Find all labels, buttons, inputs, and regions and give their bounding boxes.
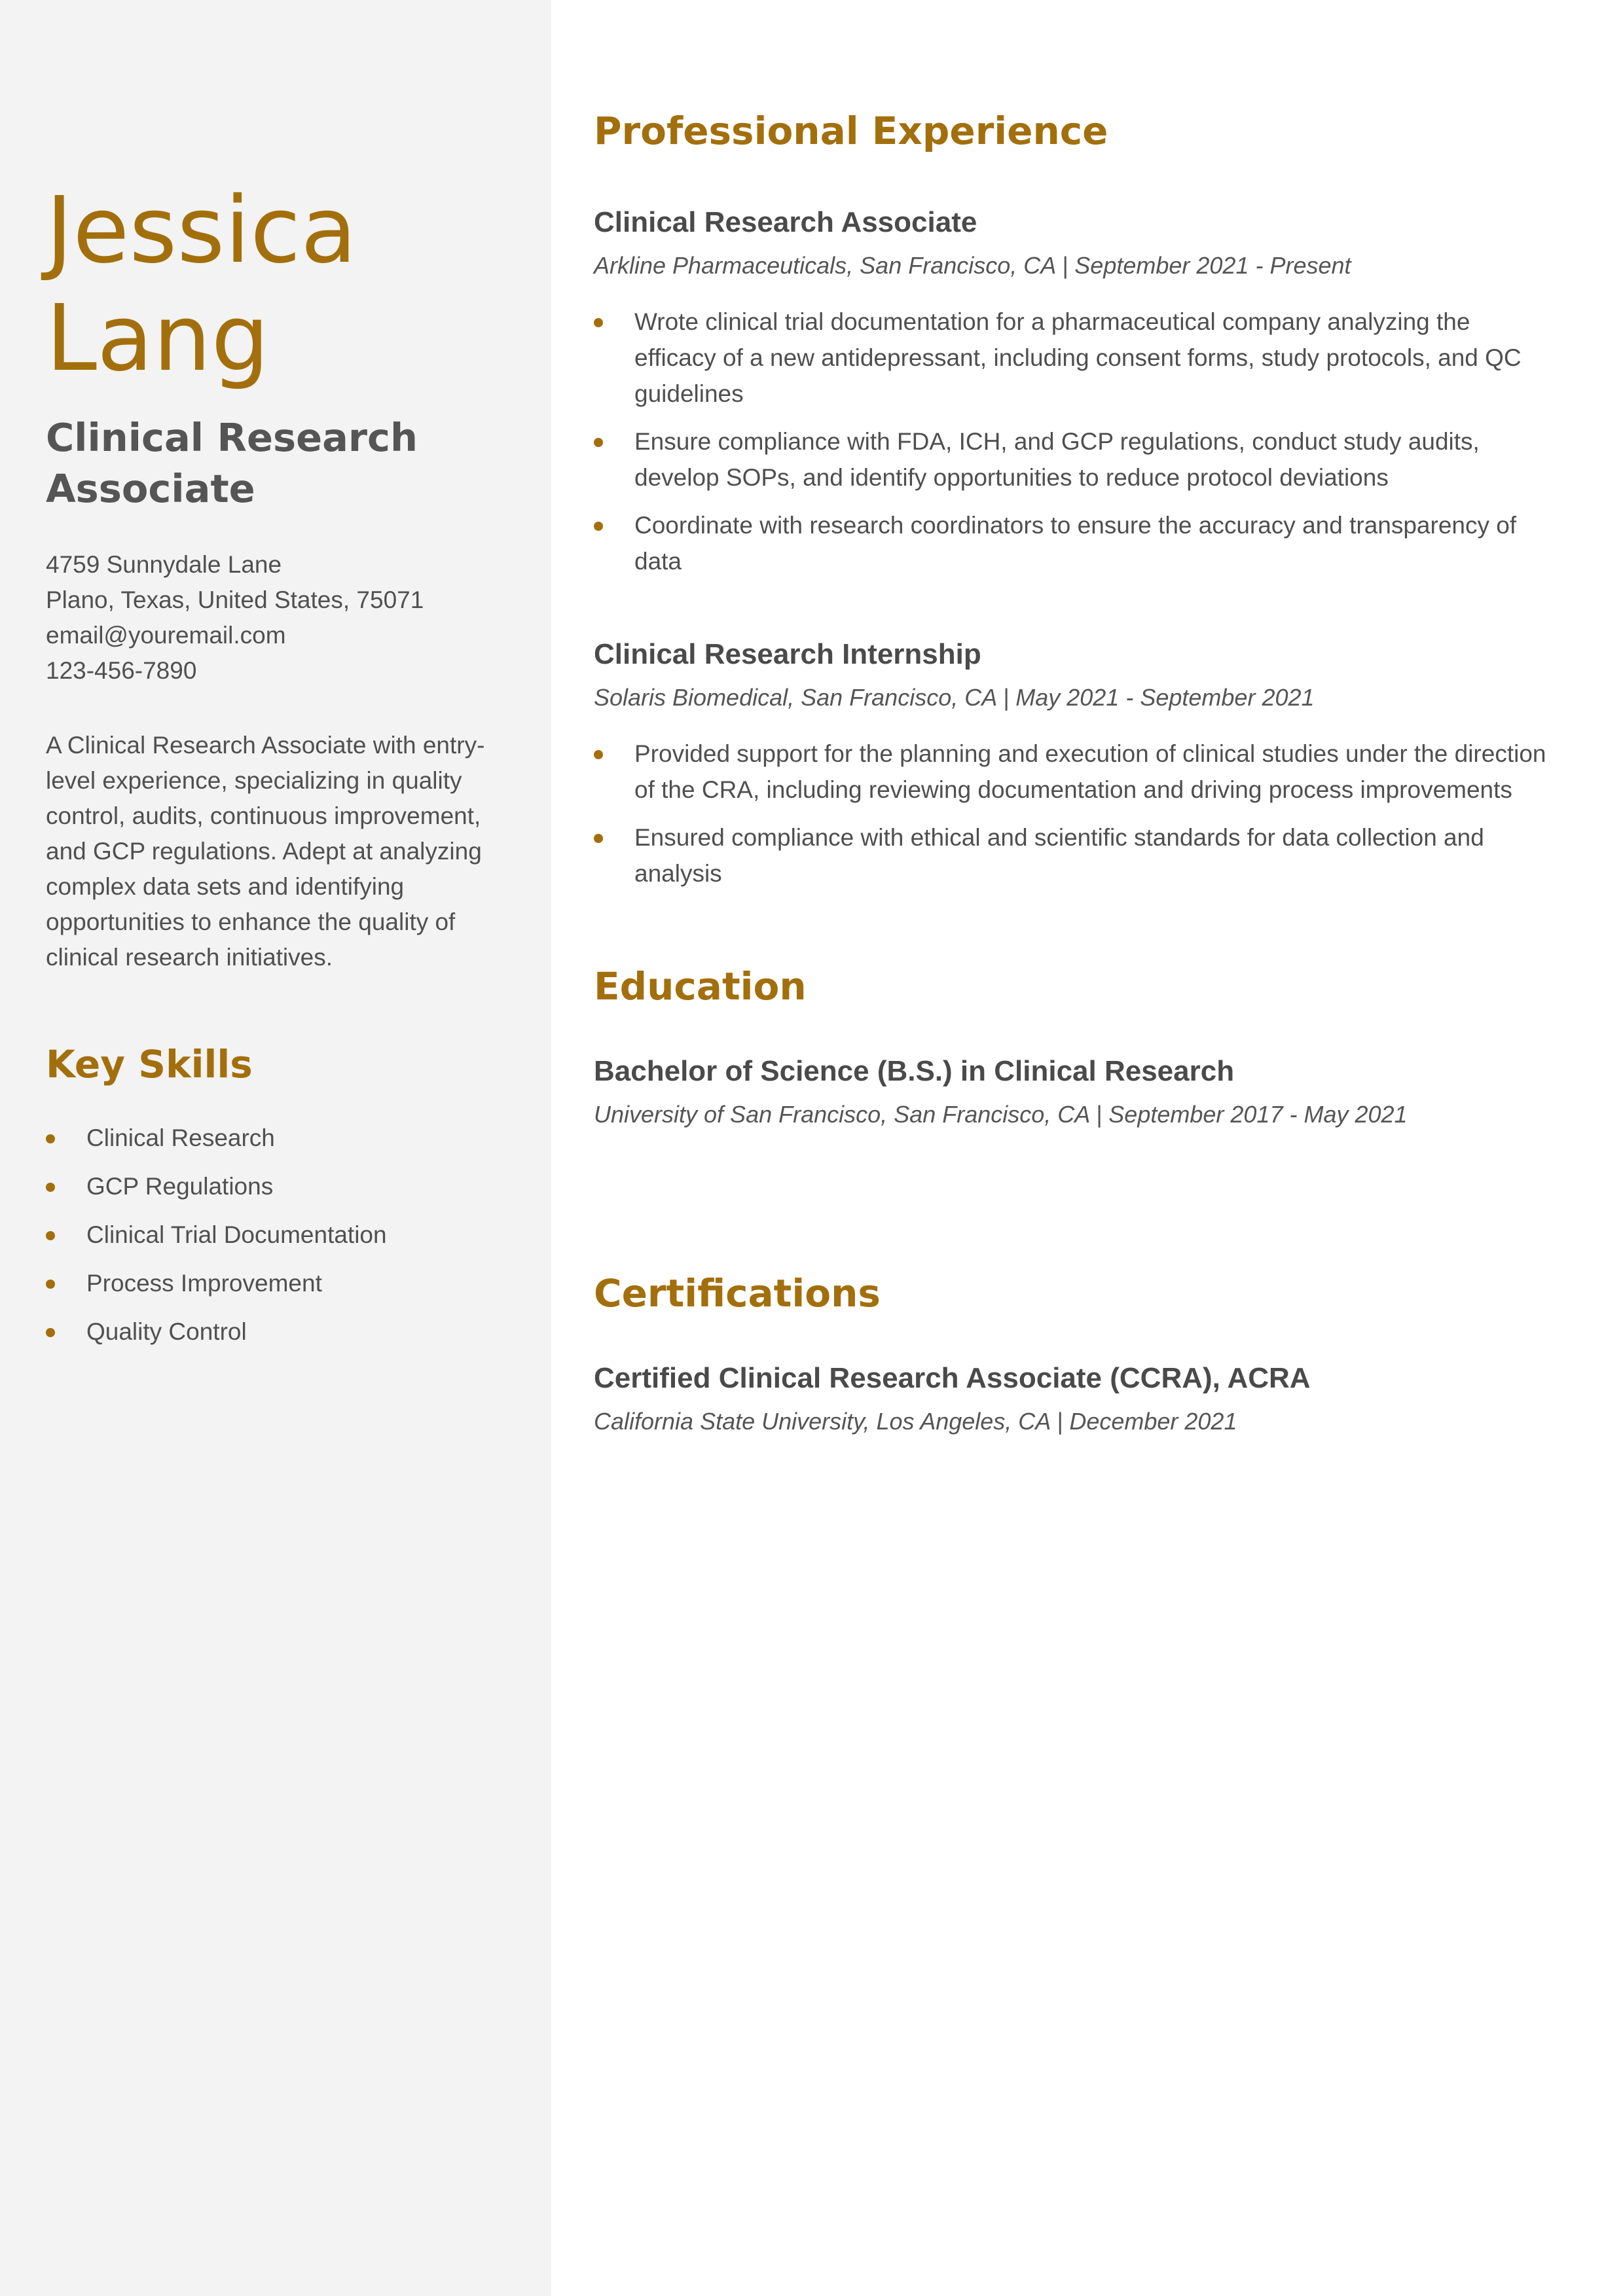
- profile-summary: A Clinical Research Associate with entry-level experience, specializing in quality control, audits, continuous improvement, and GCP regulations. Adept at analyzing complex data sets and identifying opportunities to enhance the quality of clinical research initiatives.: [46, 732, 485, 971]
- sidebar: [0, 0, 551, 2296]
- skill-item: Quality Control: [46, 1308, 505, 1356]
- email-address: email@youremail.com: [46, 622, 286, 649]
- skill-item: Process Improvement: [46, 1259, 505, 1308]
- job-bullet: Ensure compliance with FDA, ICH, and GCP regulations, conduct study audits, develop SOPs, and identify opportunities to reduce protocol deviations: [594, 423, 1558, 495]
- skill-item: Clinical Research: [46, 1114, 505, 1162]
- last-name: Lang: [46, 285, 270, 392]
- job-meta: Arkline Pharmaceuticals, San Francisco, CA | September 2021 - Present: [594, 252, 1351, 279]
- education-entry: [594, 1052, 1558, 1133]
- job-bullets: [594, 736, 1558, 891]
- certification-entry: [594, 1359, 1558, 1440]
- skills-heading: Key Skills: [46, 1042, 253, 1086]
- job-entry: [594, 635, 1558, 891]
- job-bullets: [594, 304, 1558, 579]
- job-entry: [594, 203, 1558, 579]
- job-title: Clinical Research Associate: [594, 206, 977, 238]
- contact-info: [46, 547, 505, 689]
- education-meta: University of San Francisco, San Francisco, CA | September 2017 - May 2021: [594, 1101, 1408, 1128]
- phone-number: 123-456-7890: [46, 657, 197, 684]
- job-role: [46, 412, 505, 514]
- skills-list: [46, 1114, 505, 1356]
- candidate-name: [46, 177, 505, 393]
- job-title: Clinical Research Internship: [594, 638, 981, 670]
- role-line-1: Clinical Research: [46, 415, 418, 460]
- role-line-2: Associate: [46, 466, 255, 511]
- experience-section: [594, 98, 1558, 891]
- degree-title: Bachelor of Science (B.S.) in Clinical Research: [594, 1055, 1235, 1087]
- job-meta: Solaris Biomedical, San Francisco, CA | May 2021 - September 2021: [594, 684, 1315, 711]
- certification-title: Certified Clinical Research Associate (CCRA), ACRA: [594, 1362, 1311, 1394]
- certifications-section: [594, 1261, 1558, 1440]
- education-heading: Education: [594, 964, 807, 1009]
- first-name: Jessica: [46, 177, 357, 284]
- experience-heading: Professional Experience: [594, 109, 1108, 153]
- job-bullet: Coordinate with research coordinators to ensure the accuracy and transparency of data: [594, 507, 1558, 579]
- main-content: [551, 0, 1623, 2296]
- job-bullet: Provided support for the planning and execution of clinical studies under the direction of the CRA, including reviewing documentation and driving process improvements: [594, 736, 1558, 808]
- job-bullet: Ensured compliance with ethical and scientific standards for data collection and analysis: [594, 819, 1558, 891]
- address-line-1: 4759 Sunnydale Lane: [46, 551, 282, 578]
- job-bullet: Wrote clinical trial documentation for a pharmaceutical company analyzing the efficacy of a new antidepressant, including consent forms, study protocols, and QC guidelines: [594, 304, 1558, 412]
- address-line-2: Plano, Texas, United States, 75071: [46, 586, 424, 613]
- education-section: [594, 954, 1558, 1133]
- skill-item: GCP Regulations: [46, 1162, 505, 1211]
- skill-item: Clinical Trial Documentation: [46, 1211, 505, 1259]
- certifications-heading: Certifications: [594, 1271, 881, 1316]
- certification-meta: California State University, Los Angeles, CA | December 2021: [594, 1408, 1237, 1435]
